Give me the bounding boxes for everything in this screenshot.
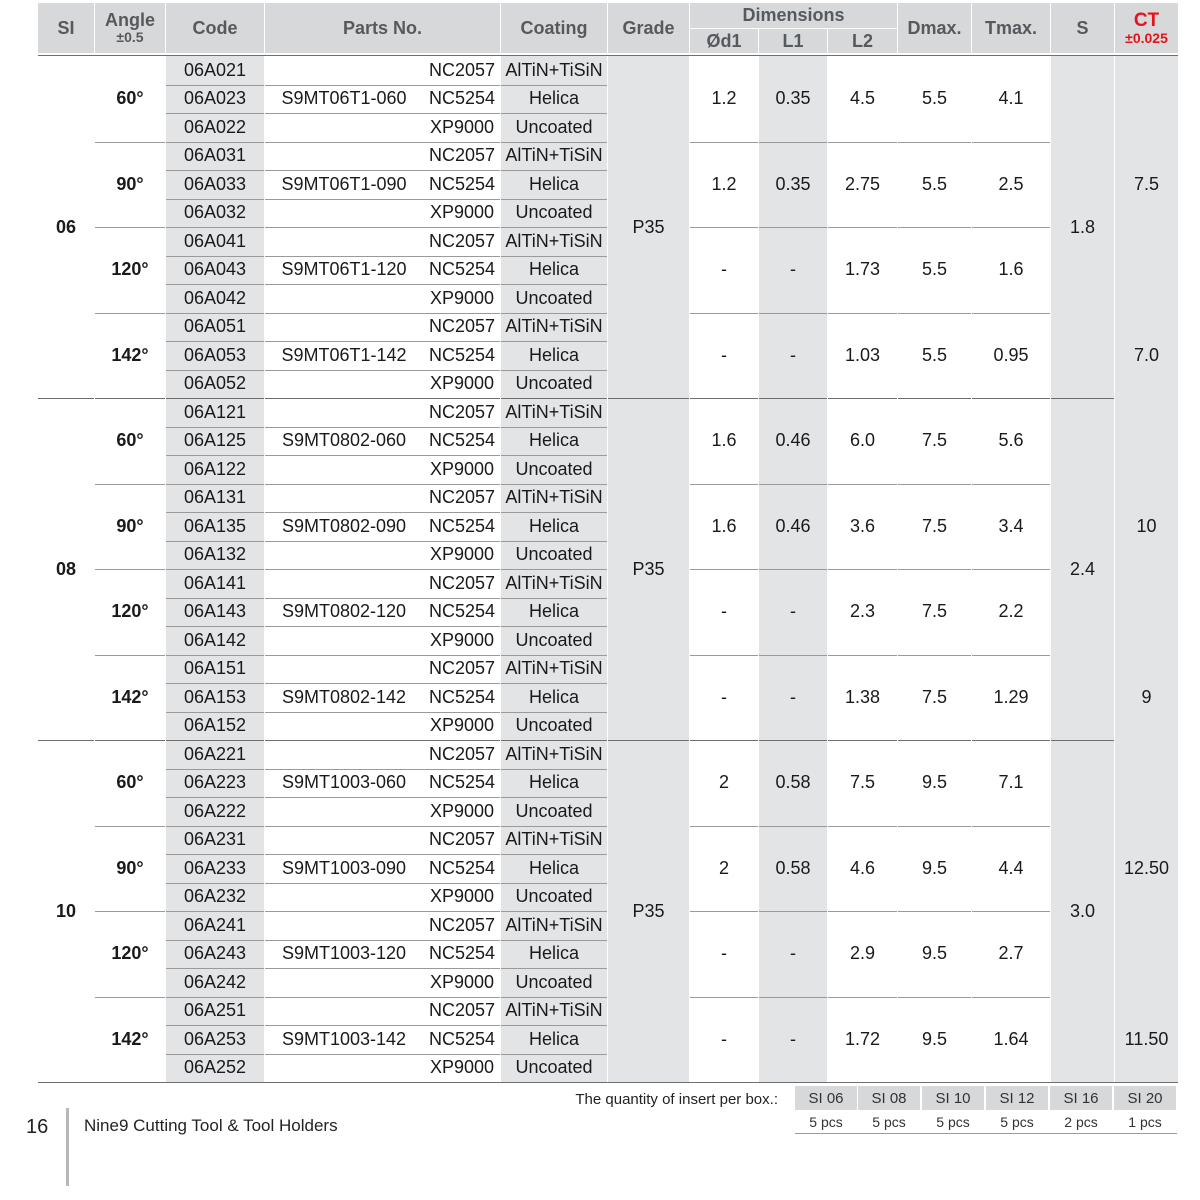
coating-name: Uncoated [515, 715, 593, 736]
insert-code: 06A151 [183, 658, 247, 679]
tmax-value: 3.4 [998, 515, 1024, 536]
l2-value: 2.75 [844, 173, 881, 194]
grade-code: NC5254 [428, 601, 496, 622]
header-angle-label: Angle [104, 10, 155, 31]
grade-class: P35 [632, 900, 665, 921]
coating-name: Helica [528, 943, 580, 964]
d1-value: 1.6 [711, 515, 737, 536]
l2-value: 7.5 [849, 772, 876, 793]
s-value: 2.4 [1069, 558, 1096, 579]
coating-name: AlTiN+TiSiN [505, 145, 603, 166]
header-dmax: Dmax. [898, 3, 971, 53]
part-number: S9MT1003-142 [281, 1028, 407, 1049]
l2-value: 6.0 [849, 430, 876, 451]
footer-brand: Nine9 Cutting Tool & Tool Holders [84, 1116, 338, 1135]
l1-value: - [790, 344, 796, 365]
ct-value: 10 [1115, 398, 1178, 655]
header-dimensions: Dimensions [690, 3, 897, 28]
insert-code: 06A135 [183, 515, 247, 536]
insert-code: 06A022 [183, 116, 247, 137]
d1-value: - [721, 601, 727, 622]
coating-name: Helica [528, 259, 580, 280]
grade-class: P35 [632, 216, 665, 237]
insert-code: 06A032 [183, 202, 247, 223]
insert-code: 06A053 [183, 344, 247, 365]
tmax-value: 4.1 [998, 88, 1024, 109]
column-divider [758, 56, 759, 1082]
l2-value: 2.3 [849, 601, 876, 622]
tmax-value: 2.7 [998, 943, 1024, 964]
quantity-underline [795, 1133, 1177, 1134]
grade-code: XP9000 [429, 715, 495, 736]
inserts-table [38, 3, 1178, 1080]
insert-code: 06A023 [183, 88, 247, 109]
coating-name: Helica [528, 1028, 580, 1049]
grade-code: XP9000 [429, 544, 495, 565]
grade-code: NC2057 [428, 914, 496, 935]
d1-value: - [721, 259, 727, 280]
l1-value: 0.46 [775, 515, 811, 536]
coating-name: Helica [528, 344, 580, 365]
coating-name: AlTiN+TiSiN [505, 401, 603, 422]
l1-value: 0.35 [775, 173, 811, 194]
tmax-value: 2.5 [998, 173, 1024, 194]
column-divider [1050, 56, 1051, 1082]
d1-value: 2 [718, 772, 729, 793]
l1-value: 0.46 [775, 430, 811, 451]
grade-code: NC2057 [428, 316, 496, 337]
angle-value: 90° [116, 515, 144, 536]
part-number: S9MT06T1-142 [281, 344, 407, 365]
d1-value: - [721, 344, 727, 365]
grade-code: XP9000 [429, 886, 495, 907]
grade-code: NC5254 [428, 430, 496, 451]
angle-value: 142° [111, 686, 149, 707]
s-value: 1.8 [1069, 216, 1096, 237]
quantity-si-header: SI 20 [1114, 1086, 1176, 1110]
tmax-value: 1.6 [998, 259, 1024, 280]
quantity-pcs-value: 2 pcs [1064, 1114, 1098, 1130]
quantity-pcs-value: 5 pcs [872, 1114, 906, 1130]
coating-name: Uncoated [515, 287, 593, 308]
insert-code: 06A122 [183, 458, 247, 479]
insert-code: 06A033 [183, 173, 247, 194]
insert-code: 06A051 [183, 316, 247, 337]
column-divider [689, 56, 690, 1082]
angle-value: 60° [116, 772, 144, 793]
grade-code: NC5254 [428, 772, 496, 793]
header-s: S [1051, 3, 1114, 53]
s-value: 3.0 [1069, 900, 1096, 921]
coating-name: AlTiN+TiSiN [505, 658, 603, 679]
quantity-pcs-value: 1 pcs [1128, 1114, 1162, 1130]
l2-value: 3.6 [849, 515, 876, 536]
header-angle-tolerance: ±0.5 [116, 29, 144, 46]
coating-name: AlTiN+TiSiN [505, 829, 603, 850]
part-number: S9MT1003-060 [281, 772, 407, 793]
insert-code: 06A052 [183, 373, 247, 394]
part-number: S9MT06T1-060 [281, 88, 407, 109]
tmax-value: 1.64 [993, 1028, 1029, 1049]
d1-value: 1.2 [711, 88, 737, 109]
ct-value: 9 [1115, 655, 1178, 741]
header-d1: Ød1 [690, 29, 758, 53]
grade-code: NC5254 [428, 686, 496, 707]
header-ct [1115, 3, 1178, 53]
coating-name: Uncoated [515, 629, 593, 650]
column-divider [94, 56, 95, 1082]
header-grade: Grade [608, 3, 689, 53]
coating-name: Uncoated [515, 886, 593, 907]
grade-code: XP9000 [429, 202, 495, 223]
part-number: S9MT1003-120 [281, 943, 407, 964]
coating-name: AlTiN+TiSiN [505, 316, 603, 337]
row-divider [38, 1082, 1178, 1083]
l2-value: 1.73 [844, 259, 881, 280]
grade-code: NC2057 [428, 487, 496, 508]
part-number: S9MT0802-142 [281, 686, 407, 707]
dmax-value: 9.5 [921, 1028, 948, 1049]
header-l2: L2 [828, 29, 897, 53]
ct-value: 11.50 [1115, 997, 1178, 1083]
coating-name: AlTiN+TiSiN [505, 572, 603, 593]
coating-name: Uncoated [515, 800, 593, 821]
header-code: Code [166, 3, 264, 53]
quantity-si-header: SI 08 [858, 1086, 920, 1110]
insert-code: 06A252 [183, 1057, 247, 1078]
l1-value: - [790, 601, 796, 622]
l2-value: 1.03 [844, 344, 881, 365]
part-number: S9MT06T1-090 [281, 173, 407, 194]
grade-code: XP9000 [429, 116, 495, 137]
coating-name: AlTiN+TiSiN [505, 487, 603, 508]
grade-code: NC2057 [428, 1000, 496, 1021]
d1-value: - [721, 1028, 727, 1049]
grade-code: NC5254 [428, 943, 496, 964]
grade-code: NC5254 [428, 173, 496, 194]
ct-value: 7.0 [1115, 313, 1178, 399]
coating-name: Helica [528, 686, 580, 707]
insert-code: 06A143 [183, 601, 247, 622]
insert-code: 06A131 [183, 487, 247, 508]
grade-code: XP9000 [429, 458, 495, 479]
d1-value: - [721, 686, 727, 707]
coating-name: Helica [528, 88, 580, 109]
l2-value: 4.6 [849, 857, 876, 878]
coating-name: AlTiN+TiSiN [505, 914, 603, 935]
grade-code: XP9000 [429, 287, 495, 308]
l2-value: 4.5 [849, 88, 876, 109]
angle-value: 90° [116, 857, 144, 878]
grade-code: NC5254 [428, 344, 496, 365]
tmax-value: 0.95 [993, 344, 1029, 365]
dmax-value: 7.5 [921, 515, 948, 536]
grade-code: XP9000 [429, 1057, 495, 1078]
dmax-value: 5.5 [921, 344, 948, 365]
d1-value: 2 [718, 857, 729, 878]
angle-value: 142° [111, 1028, 149, 1049]
coating-name: AlTiN+TiSiN [505, 1000, 603, 1021]
insert-code: 06A125 [183, 430, 247, 451]
si-size: 10 [55, 900, 77, 921]
insert-code: 06A231 [183, 829, 247, 850]
dmax-value: 9.5 [921, 857, 948, 878]
coating-name: Helica [528, 772, 580, 793]
angle-value: 120° [111, 601, 149, 622]
grade-code: XP9000 [429, 800, 495, 821]
grade-code: XP9000 [429, 373, 495, 394]
grade-code: NC5254 [428, 88, 496, 109]
grade-code: NC5254 [428, 515, 496, 536]
ct-value: 7.5 [1115, 56, 1178, 313]
si-size: 08 [55, 558, 77, 579]
dmax-value: 9.5 [921, 772, 948, 793]
insert-code: 06A223 [183, 772, 247, 793]
dmax-value: 5.5 [921, 88, 948, 109]
footer-divider [66, 1108, 69, 1186]
grade-code: NC2057 [428, 829, 496, 850]
insert-code: 06A241 [183, 914, 247, 935]
tmax-value: 1.29 [993, 686, 1029, 707]
angle-value: 120° [111, 259, 149, 280]
column-divider [897, 56, 898, 1082]
l1-value: - [790, 1028, 796, 1049]
part-number: S9MT0802-090 [281, 515, 407, 536]
coating-name: Uncoated [515, 116, 593, 137]
grade-code: XP9000 [429, 971, 495, 992]
ct-value: 12.50 [1115, 740, 1178, 997]
grade-code: NC5254 [428, 259, 496, 280]
quantity-si-header: SI 16 [1050, 1086, 1112, 1110]
coating-name: Helica [528, 601, 580, 622]
l1-value: 0.58 [775, 772, 811, 793]
column-divider [607, 56, 608, 1082]
header-ct-tolerance: ±0.025 [1125, 29, 1168, 46]
part-number: S9MT06T1-120 [281, 259, 407, 280]
header-si: SI [38, 3, 94, 53]
quantity-si-header: SI 06 [795, 1086, 857, 1110]
coating-name: Uncoated [515, 458, 593, 479]
grade-code: NC2057 [428, 230, 496, 251]
grade-class: P35 [632, 558, 665, 579]
tmax-value: 5.6 [998, 430, 1024, 451]
insert-code: 06A121 [183, 401, 247, 422]
coating-name: Uncoated [515, 373, 593, 394]
grade-code: NC5254 [428, 857, 496, 878]
grade-code: NC2057 [428, 658, 496, 679]
tmax-value: 4.4 [998, 857, 1024, 878]
l2-value: 2.9 [849, 943, 876, 964]
coating-name: Uncoated [515, 544, 593, 565]
l1-value: - [790, 943, 796, 964]
coating-name: Helica [528, 857, 580, 878]
coating-name: Helica [528, 173, 580, 194]
l1-value: - [790, 259, 796, 280]
grade-code: NC2057 [428, 572, 496, 593]
header-coating: Coating [501, 3, 607, 53]
angle-value: 60° [116, 430, 144, 451]
insert-code: 06A251 [183, 1000, 247, 1021]
quantity-label: The quantity of insert per box.: [575, 1091, 778, 1108]
coating-name: Helica [528, 430, 580, 451]
coating-name: Helica [528, 515, 580, 536]
grade-code: XP9000 [429, 629, 495, 650]
quantity-pcs-value: 5 pcs [809, 1114, 843, 1130]
column-divider [971, 56, 972, 1082]
insert-code: 06A243 [183, 943, 247, 964]
insert-code: 06A233 [183, 857, 247, 878]
tmax-value: 2.2 [998, 601, 1024, 622]
coating-name: Uncoated [515, 971, 593, 992]
column-divider [264, 56, 265, 1082]
coating-name: Uncoated [515, 1057, 593, 1078]
part-number: S9MT0802-060 [281, 430, 407, 451]
l1-value: 0.35 [775, 88, 811, 109]
insert-code: 06A041 [183, 230, 247, 251]
grade-code: NC2057 [428, 401, 496, 422]
dmax-value: 7.5 [921, 686, 948, 707]
si-size: 06 [55, 216, 77, 237]
dmax-value: 7.5 [921, 430, 948, 451]
dmax-value: 5.5 [921, 259, 948, 280]
page-number: 16 [26, 1116, 49, 1138]
insert-code: 06A153 [183, 686, 247, 707]
column-divider [1114, 56, 1115, 1082]
dmax-value: 9.5 [921, 943, 948, 964]
insert-code: 06A222 [183, 800, 247, 821]
column-divider [165, 56, 166, 1082]
l1-value: 0.58 [775, 857, 811, 878]
tmax-value: 7.1 [998, 772, 1024, 793]
insert-code: 06A232 [183, 886, 247, 907]
grade-code: NC2057 [428, 145, 496, 166]
header-parts-no: Parts No. [265, 3, 500, 53]
coating-name: AlTiN+TiSiN [505, 230, 603, 251]
l2-value: 1.72 [844, 1028, 881, 1049]
quantity-si-header: SI 12 [986, 1086, 1048, 1110]
angle-value: 60° [116, 88, 144, 109]
coating-name: AlTiN+TiSiN [505, 59, 603, 80]
column-divider [827, 56, 828, 1082]
d1-value: - [721, 943, 727, 964]
l2-value: 1.38 [844, 686, 881, 707]
column-divider [500, 56, 501, 1082]
insert-code: 06A142 [183, 629, 247, 650]
coating-name: Uncoated [515, 202, 593, 223]
insert-code: 06A152 [183, 715, 247, 736]
header-l1: L1 [759, 29, 827, 53]
insert-code: 06A132 [183, 544, 247, 565]
angle-value: 90° [116, 173, 144, 194]
insert-code: 06A021 [183, 59, 247, 80]
insert-code: 06A253 [183, 1028, 247, 1049]
part-number: S9MT0802-120 [281, 601, 407, 622]
quantity-pcs-value: 5 pcs [936, 1114, 970, 1130]
angle-value: 120° [111, 943, 149, 964]
dmax-value: 5.5 [921, 173, 948, 194]
insert-code: 06A031 [183, 145, 247, 166]
coating-name: AlTiN+TiSiN [505, 743, 603, 764]
dmax-value: 7.5 [921, 601, 948, 622]
d1-value: 1.6 [711, 430, 737, 451]
insert-code: 06A242 [183, 971, 247, 992]
insert-code: 06A043 [183, 259, 247, 280]
insert-code: 06A221 [183, 743, 247, 764]
insert-code: 06A141 [183, 572, 247, 593]
part-number: S9MT1003-090 [281, 857, 407, 878]
l1-value: - [790, 686, 796, 707]
quantity-pcs-value: 5 pcs [1000, 1114, 1034, 1130]
d1-value: 1.2 [711, 173, 737, 194]
grade-code: NC2057 [428, 59, 496, 80]
angle-value: 142° [111, 344, 149, 365]
insert-code: 06A042 [183, 287, 247, 308]
header-tmax: Tmax. [972, 3, 1050, 53]
grade-code: NC2057 [428, 743, 496, 764]
quantity-si-header: SI 10 [922, 1086, 984, 1110]
grade-code: NC5254 [428, 1028, 496, 1049]
header-ct-label: CT [1133, 9, 1160, 31]
header-angle [95, 3, 165, 53]
